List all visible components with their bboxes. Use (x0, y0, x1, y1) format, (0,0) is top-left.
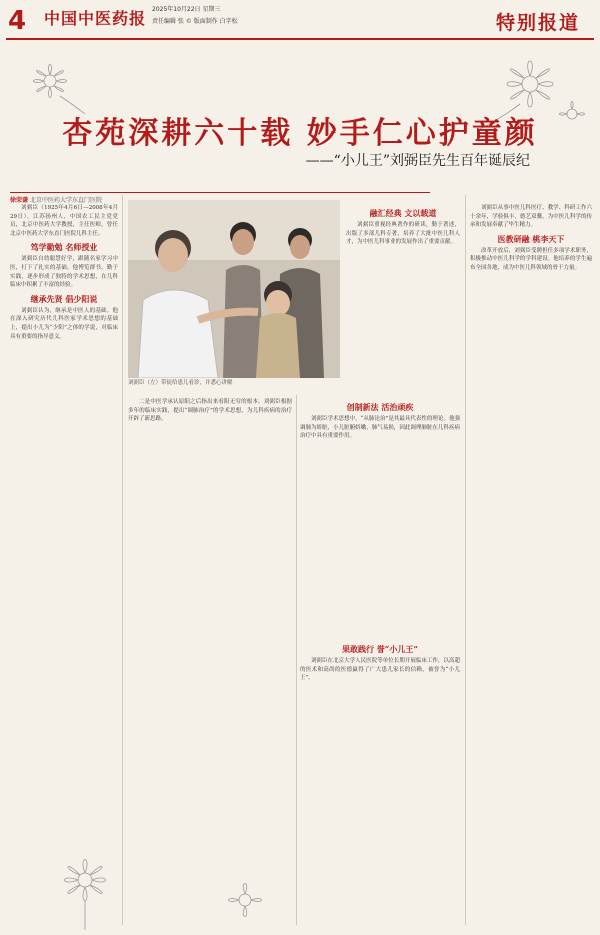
column-4 (346, 204, 460, 394)
column-5 (470, 204, 592, 924)
flower-decoration-top-left-icon (10, 46, 90, 116)
column-4b-text: 刘弼臣在北京大学人民医院等单位长期开展临床工作，以高超的医术和高尚的医德赢得了广大患儿家长的信赖，被誉为“小儿王”。 (300, 658, 460, 682)
byline-author: 徐荣谦 (10, 197, 29, 204)
paper-masthead: 中国中医药报 (44, 9, 147, 28)
flower-decoration-bottom-left-icon (40, 840, 130, 930)
column-4b (300, 640, 460, 920)
column-1-text-1: 刘弼臣自幼聪慧好学，跟随名家学习中医，打下了扎实的基础。他博览群书，勤于实践，逐步形成了独特的学术思想，在儿科临床中积累了丰富的经验。 (10, 256, 118, 289)
column-divider (122, 195, 123, 925)
column-5-text-2: 改革开放后，刘弼臣受聘担任多项学术职务，积极推动中医儿科学的学科建设。他培养的学生遍布全国各地，成为中医儿科领域的骨干力量。 (470, 247, 592, 271)
column-1-text-2: 刘弼臣认为，继承是中医人的基础。他在深入研究历代儿科医家学术思想的基础上，提出小儿为“少阳”之体的学说，对临床具有重要的指导意义。 (10, 307, 118, 340)
section-heading-4: 融汇经典 文以载道 (369, 208, 437, 218)
column-2-text: 二是中医学承认原阳之后指出来看阳无穷的根本，刘弼臣根据多年的临床实践，提出“调肺治疗”的学术思想，为儿科疾病的治疗开辟了新思路。 (128, 399, 292, 423)
column-4-text-1: 刘弼臣重视经典著作的研读，勤于著述，出版了多部儿科专著，培养了大批中医儿科人才，为中医儿科事业的发展作出了重要贡献。 (346, 222, 460, 246)
column-2 (128, 398, 292, 925)
section-heading-6: 医教研融 桃李天下 (497, 233, 565, 244)
flower-decoration-bottom-mid-icon (205, 870, 285, 930)
photo-caption: 刘弼臣（左）带徒给患儿看诊，并悉心讲解 (128, 380, 233, 386)
section-heading-1: 笃学勤勉 名师授业 (30, 242, 98, 253)
column-1 (10, 204, 118, 924)
column-3-text: 刘弼臣学术思想中，“从肺论治”是其最具代表性的理论。他强调肺为娇脏，小儿脏腑娇嫩，肺气易损，因此调理肺脏在儿科疾病治疗中具有重要作用。 (300, 416, 460, 440)
page-header (0, 0, 600, 40)
doctor-examining-child-image-icon (128, 200, 340, 378)
editor-credit: 责任编辑 张 © 版面制作 白字松 (152, 18, 238, 25)
byline-affiliation: 北京中医药大学东直门医院 (29, 197, 102, 204)
section-tag: 特别报道 (495, 12, 580, 34)
column-1-intro: 刘弼臣（1925年4月6日—2008年4月29日），江苏扬州人，中国农工民主党党员，北京中医药大学教授，主任医师，曾任北京中医药大学东直门医院儿科主任。 (10, 205, 118, 237)
header-rule (6, 38, 594, 40)
page-number: 4 (8, 6, 27, 36)
section-heading-2: 继承先贤 倡少阳说 (30, 293, 98, 304)
article-photo (128, 200, 340, 378)
column-divider (465, 195, 466, 925)
section-heading-3: 创制新法 活治顽疾 (346, 402, 414, 412)
article-subheadline: ——“小儿王”刘弼臣先生百年诞辰纪 (305, 153, 530, 169)
column-divider (296, 395, 297, 925)
article-headline: 杏苑深耕六十载 妙手仁心护童颜 (62, 116, 538, 151)
issue-date: 2025年10月22日 星期三 (152, 6, 221, 13)
column-5-text-1: 刘弼臣从事中医儿科医疗、教学、科研工作六十余年，学验俱丰，德艺双馨，为中医儿科学的传承和发展奉献了毕生精力。 (470, 205, 592, 229)
section-heading-5: 果敢践行 誉“小儿王” (342, 644, 418, 654)
